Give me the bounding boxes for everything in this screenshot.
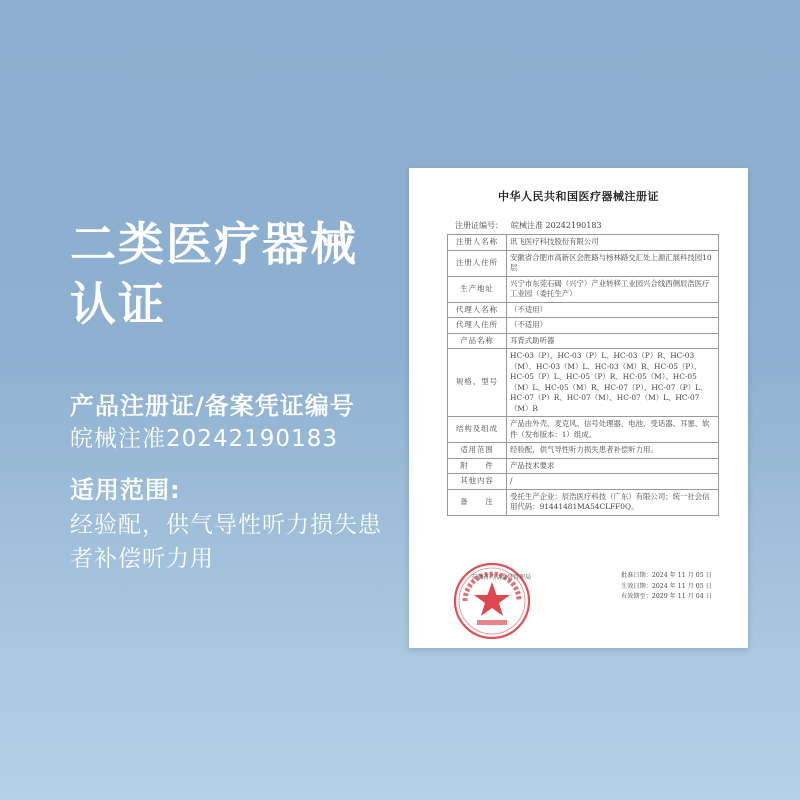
certificate-row: [448, 250, 719, 276]
certificate-row-value: 耳背式助听器: [507, 333, 719, 349]
certificate-row-value: /: [507, 474, 719, 490]
certificate-row-value: （不适用）: [507, 302, 719, 318]
registration-value: 皖械注准20242190183: [70, 426, 338, 452]
certificate-row-value: HC-03（P）、HC-03（P）L、HC-03（P）R、HC-03（M）、HC-03（M）L、HC-03（M）R、HC-05（P）、HC-05（P）L、HC-05（P）R、HC-05（M）、HC-05（M）L、HC-05（M）R、HC-07（P）、HC-07（P）L、HC-07（P）R、HC-07（M）、HC-07（M）L、HC-07（M）R: [507, 349, 719, 417]
certificate-row-key: 结构及组成: [448, 417, 507, 443]
registration-label: 产品注册证/备案凭证编号: [70, 392, 355, 420]
certificate-row-value: 经验配，供气导性听力损失患者补偿听力用。: [507, 443, 719, 459]
certificate-row-key: 代理人住所: [448, 318, 507, 334]
certificate-row: [448, 443, 719, 459]
certificate-row: [448, 349, 719, 417]
headline: 二类医疗器械认证: [70, 217, 358, 331]
effective-date: 生效日期：2024 年 11 月 05 日: [621, 582, 712, 590]
certificate-row-value: 兴宁市东莞石碣（兴宁）产业转移工业园兴合线西侧辰浩医疗工业园（委托生产）: [507, 276, 719, 302]
scope-label: 适用范围:: [70, 476, 181, 504]
certificate-row: [448, 318, 719, 334]
certificate-row-value: 讯飞医疗科技股份有限公司: [507, 235, 719, 251]
certificate-row-value: （不适用）: [507, 318, 719, 334]
certificate-row-key: 规格、型号: [448, 349, 507, 417]
certificate-table: [447, 234, 719, 516]
certificate-row-key: 注册人住所: [448, 250, 507, 276]
certificate-row-key: 代理人名称: [448, 302, 507, 318]
certificate-row-key: 产品名称: [448, 333, 507, 349]
certificate-row: [448, 333, 719, 349]
certificate-row: [448, 417, 719, 443]
certificate-row-key: 注册人名称: [448, 235, 507, 251]
certificate-row: [448, 489, 719, 515]
registration-certificate: [409, 168, 748, 648]
regno-value: 皖械注准 20242190183: [511, 221, 602, 230]
certificate-row: [448, 235, 719, 251]
certificate-row-value: 产品技术要求: [507, 458, 719, 474]
certificate-row-key: 附 件: [448, 458, 507, 474]
certificate-dates: [621, 571, 712, 603]
certificate-regno: [455, 220, 610, 231]
scope-value: 经验配，供气导性听力损失患者补偿听力用: [70, 512, 382, 572]
certificate-title: 中华人民共和国医疗器械注册证: [498, 190, 659, 203]
certificate-row: [448, 276, 719, 302]
certificate-row-value: 安徽省合肥市高新区会胜路与杨林路交汇处上源汇展科技园10层: [507, 250, 719, 276]
certificate-row-key: 适用范围: [448, 443, 507, 459]
certificate-row-value: 产品由外壳、麦克风、信号处理器、电池、受话器、耳塞、软件（发布版本：1）组成。: [507, 417, 719, 443]
certificate-row-value: 受托生产企业：辰浩医疗科技（广东）有限公司；统一社会信用代码：91441481MA54CLFF0Q。: [507, 489, 719, 515]
certificate-row-key: 备 注: [448, 489, 507, 515]
certificate-row-key: 其他内容: [448, 474, 507, 490]
expiry-date: 有效期至：2029 年 11 月 04 日: [621, 593, 712, 600]
certificate-row: [448, 458, 719, 474]
certificate-row: [448, 302, 719, 318]
approval-date: 批准日期：2024 年 11 月 05 日: [621, 572, 712, 579]
issuer-name: 安徽省药品监督管理局: [471, 574, 532, 581]
regno-label: 注册证编号：: [455, 221, 503, 230]
certificate-row: [448, 474, 719, 490]
certificate-row-key: 生产地址: [448, 276, 507, 302]
